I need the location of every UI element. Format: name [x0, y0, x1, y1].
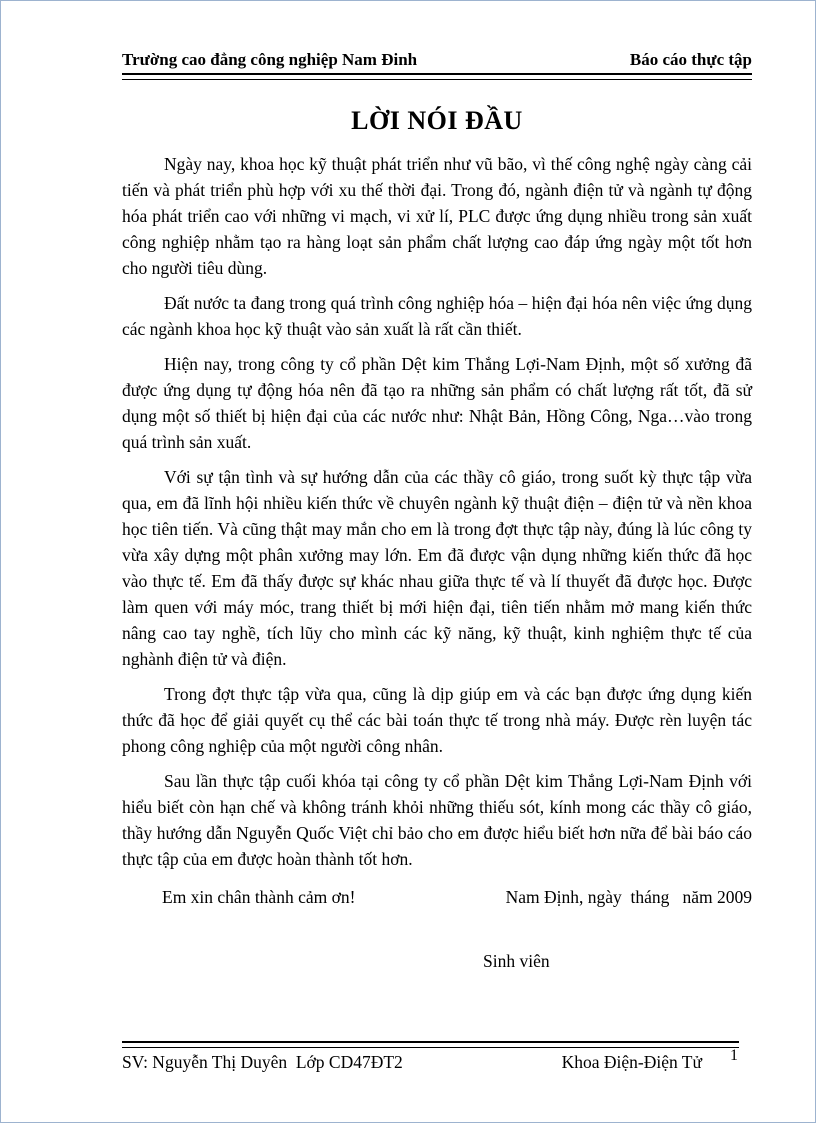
- paragraph: Trong đợt thực tập vừa qua, cũng là dịp giúp em và các bạn được ứng dụng kiến thức đã học để giải quyết cụ thể các bài toán thực tế trong nhà máy. Được rèn luyện tác phong công nghiệp của một người công nhân.: [122, 684, 752, 756]
- signer-role-label: Sinh viên: [483, 951, 550, 971]
- closing-row: [122, 886, 752, 908]
- paragraph: Đất nước ta đang trong quá trình công nghiệp hóa – hiện đại hóa nên việc ứng dụng các ngành khoa học kỹ thuật vào sản xuất là rất cần thiết.: [122, 293, 752, 339]
- page-header: [122, 49, 752, 71]
- header-school-name: Trường cao đẳng công nghiệp Nam Đinh: [122, 50, 418, 69]
- header-report-label: Báo cáo thực tập: [629, 50, 752, 69]
- page-number: 1: [730, 1047, 738, 1064]
- closing-thanks-text: Em xin chân thành cảm ơn!: [162, 887, 356, 907]
- paragraph: Sau lần thực tập cuối khóa tại công ty cổ phần Dệt kim Thắng Lợi-Nam Định với hiểu biết còn hạn chế và không tránh khỏi những thiếu sót, kính mong các thầy cô giáo, thầy hướng dẫn Nguyễn Quốc Việt chỉ bảo cho em được hiểu biết hơn nữa để bài báo cáo thực tập của em được hoàn thành tốt hơn.: [122, 771, 752, 869]
- footer-student-info: SV: Nguyễn Thị Duyên Lớp CD47ĐT2: [122, 1052, 403, 1072]
- page-title: LỜI NÓI ĐẦU: [351, 106, 523, 135]
- paragraph: Với sự tận tình và sự hướng dẫn của các thầy cô giáo, trong suốt kỳ thực tập vừa qua, em đã lĩnh hội nhiều kiến thức về chuyên ngành kỹ thuật điện – điện tử và nền khoa học tiên tiến. Và cũng thật may mắn cho em là trong đợt thực tập này, đúng là lúc công ty vừa xây dựng một phân xưởng may lớn. Em đã được vận dụng những kiến thức đã học vào thực tế. Em đã thấy được sự khác nhau giữa thực tế và lí thuyết đã được học. Được làm quen với máy móc, trang thiết bị mới hiện đại, tiên tiến nhằm mở mang kiến thức nâng cao tay nghề, tích lũy cho mình các kỹ năng, kỹ thuật, kinh nghiệm thực tế của nghành điện tử và điện.: [122, 467, 752, 669]
- paragraph: Ngày nay, khoa học kỹ thuật phát triển như vũ bão, vì thế công nghệ ngày càng cải tiến và phát triển phù hợp với xu thế thời đại. Trong đó, ngành điện tử và ngành tự động hóa phát triển cao với những vi mạch, vi xử lí, PLC được ứng dụng nhiều trong sản xuất công nghiệp nhằm tạo ra hàng loạt sản phẩm chất lượng cao đáp ứng ngày một tốt hơn cho người tiêu dùng.: [122, 154, 752, 278]
- document-body: [122, 151, 752, 872]
- header-divider: [122, 73, 752, 80]
- paragraph: Hiện nay, trong công ty cổ phần Dệt kim Thắng Lợi-Nam Định, một số xưởng đã được ứng dụng tự động hóa nên đã tạo ra những sản phẩm có chất lượng rất tốt, đã sử dụng một số thiết bị hiện đại của các nước như: Nhật Bản, Hồng Công, Nga…vào trong quá trình sản xuất.: [122, 354, 752, 452]
- page-footer: [122, 1041, 752, 1073]
- footer-divider: [122, 1041, 739, 1048]
- footer-department: Khoa Điện-Điện Tử: [561, 1052, 702, 1072]
- page-content: [122, 49, 752, 972]
- closing-date-place: Nam Định, ngày tháng năm 2009: [505, 887, 752, 907]
- footer-row: [122, 1051, 752, 1073]
